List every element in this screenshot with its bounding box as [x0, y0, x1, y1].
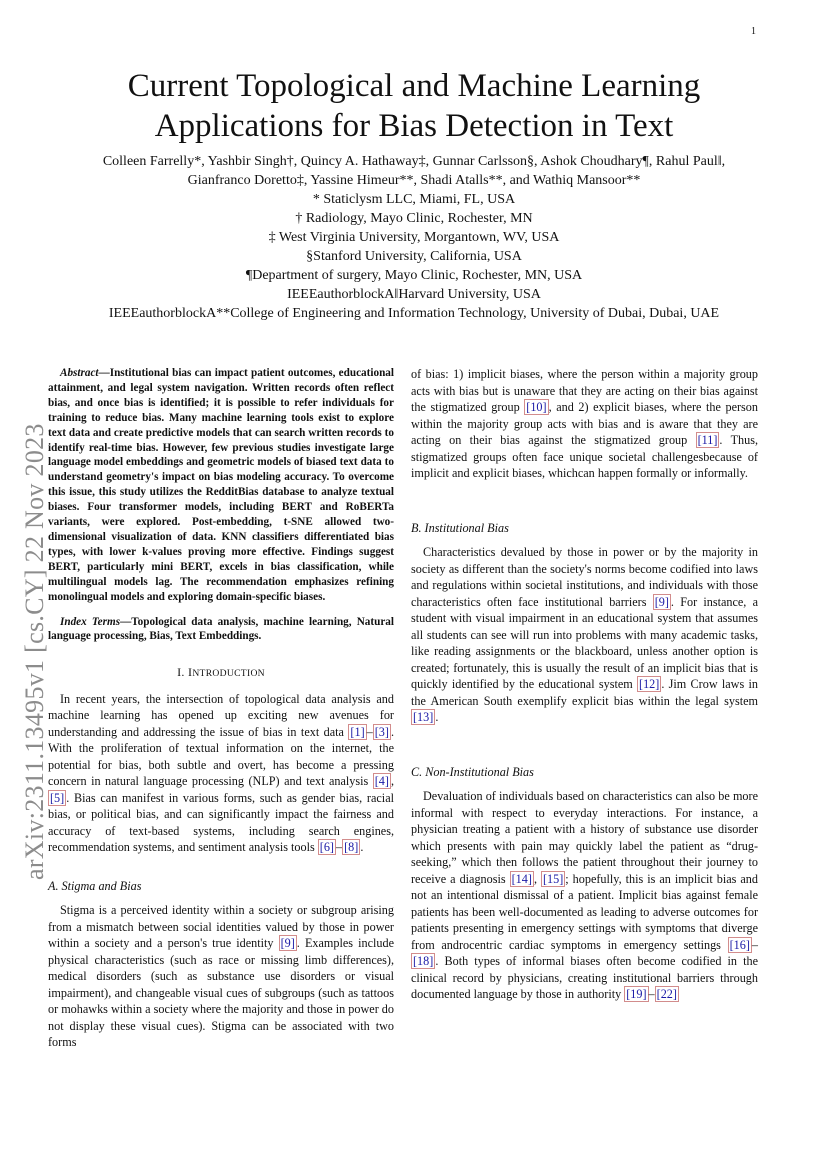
- abstract: [48, 366, 394, 605]
- abstract-text: —Institutional bias can impact patient outcomes, educational attainment, and legal system navigation. Written records often reflect bias, and once bias is identified; it is possible to refer individuals for training to reduce bias. Many machine learning tools exist to explore text data and create predictive models that can search written records to identify real-time bias. However, few previous studies investigate large language model embeddings and geometric models of biased text data to understand geometry's impact on bias modeling accuracy. To overcome this issue, this study utilizes the RedditBias database to analyze textual biases. Four transformer models, including BERT and RoBERTa variants, were explored. Post-embedding, t-SNE allowed two-dimensional visualization of data. KNN classifiers differentiated bias types, with lower k-values proving more effective. Findings suggest BERT, particularly mini BERT, excels in bias classification, while multilingual models lag. The recommendation emphasizes refining monolingual models and exploring domain-specific biases.: [48, 367, 394, 603]
- citation-link[interactable]: [11]: [697, 433, 718, 447]
- affiliation: ¶Department of surgery, Mayo Clinic, Rochester, MN, USA: [245, 268, 583, 283]
- subsection-heading-stigma: A. Stigma and Bias: [48, 878, 142, 893]
- subsection-heading-non-institutional: C. Non-Institutional Bias: [411, 764, 534, 779]
- citation-link[interactable]: [12]: [639, 677, 660, 691]
- institutional-paragraph: Characteristics devalued by those in power or by the majority in society as different than the society's norms become codified into laws and regulations within societal institutions, and individuals with those characteristics often face institutional barriers [9] . For instance, a student with visual impairment in an educational system that assumes all students can see will run into problems with many academic tasks, like reading assignments or the blackboard, unless another option is created; fortunately, this is usually the result of an implicit bias that is quickly identified by the educational system [12] . Jim Crow laws in the American South exemplify explicit bias within the legal system [13] .: [411, 545, 758, 724]
- title-line-1: Current Topological and Machine Learning: [127, 68, 701, 104]
- author-line-1: Colleen Farrelly*, Yashbir Singh†, Quincy A. Hathaway‡, Gunnar Carlsson§, Ashok Choudhary¶, Rahul Paul‖,: [102, 154, 726, 169]
- citation-link[interactable]: [9]: [654, 594, 669, 609]
- paper-title: [60, 66, 768, 146]
- abstract-label: Abstract: [60, 367, 99, 379]
- stigma-paragraph-continued: of bias: 1) implicit biases, where the person within a majority group acts with bias but is unaware that they are acting on their bias against the stigmatized group [10] , and 2) explicit biases, where the person within the majority group acts with bias and is aware that they are acting on their bias against the stigmatized group [11] . Thus, stigmatized groups often face unique societal challengesbecause of implicit and explicit biases, whichcan happen formally or informally.: [411, 367, 758, 480]
- citation-link[interactable]: [3]: [374, 724, 389, 739]
- affiliation: † Radiology, Mayo Clinic, Rochester, MN: [295, 211, 533, 226]
- citation-link[interactable]: [6]: [319, 840, 334, 855]
- citation-link[interactable]: [18]: [413, 954, 434, 968]
- citation-link[interactable]: [4]: [374, 774, 389, 789]
- index-terms-text: —Topological data analysis, machine learning, Natural language processing, Bias, Text Embeddings.: [48, 615, 394, 643]
- arxiv-stamp: arXiv:2311.13495v1 [cs.CY] 22 Nov 2023: [20, 423, 49, 880]
- citation-link[interactable]: [9]: [280, 936, 295, 951]
- page-number: 1: [751, 26, 756, 37]
- author-line-2: Gianfranco Doretto‡, Yassine Himeur**, Shadi Atalls**, and Wathiq Mansoor**: [187, 173, 641, 188]
- citation-link[interactable]: [16]: [729, 937, 750, 952]
- stigma-paragraph: Stigma is a perceived identity within a society or subgroup arising from a mismatch between social identities valued by those in power within a society and a person's true identity [9] . Examples include physical characteristics (such as race or missing limb differences), medical disorders (such as substance use disorders or visual impairment), and changeable visual cues of subgroups (such as tattoos or mohawks within a society where the majority and those in power do not display these visual cues). Stigma can be associated with two forms: [48, 903, 394, 1050]
- left-column: [48, 366, 394, 1051]
- affiliation: IEEEauthorblockA**College of Engineering and Information Technology, University of Dubai, Dubai, UAE: [108, 306, 720, 321]
- non-institutional-paragraph: Devaluation of individuals based on characteristics can also be more informal with respect to everyday interactions. For instance, a physician treating a patient with a history of substance use disorder which presents with pain may quickly label the patient as “drug-seeking,” which then follows the patient throughout their journey to receive a diagnosis [14] , [15] ; hopefully, this is an implicit bias and not an intentional dismissal of a patient. Implicit bias against female patients has been well-documented as leading to adverse outcomes for patients presenting in emergency settings with symptoms that diverge from androcentric cardiac symptoms in emergency settings [16] –[18] . Both types of informal biases often become codified in the clinical record by physicians, creating institutional barriers through documented language by those in authority [19] – [22]: [411, 789, 758, 1001]
- citation-link[interactable]: [14]: [511, 871, 532, 886]
- citation-link[interactable]: [10]: [526, 400, 547, 414]
- citation-link[interactable]: [15]: [542, 871, 564, 886]
- citation-link[interactable]: [8]: [344, 840, 359, 855]
- affiliation: * Staticlysm LLC, Miami, FL, USA: [312, 192, 516, 207]
- index-terms: [48, 615, 394, 645]
- citation-link[interactable]: [19]: [626, 987, 647, 1001]
- affiliation: §Stanford University, California, USA: [306, 249, 522, 264]
- citation-link[interactable]: [22]: [656, 987, 677, 1001]
- affiliation: ‡ West Virginia University, Morgantown, WV, USA: [268, 230, 560, 245]
- index-terms-label: Index Terms: [60, 615, 121, 628]
- title-line-2: Applications for Bias Detection in Text: [154, 108, 674, 144]
- right-column: [411, 366, 758, 1003]
- subsection-heading-institutional: B. Institutional Bias: [411, 520, 509, 535]
- citation-link[interactable]: [1]: [350, 724, 365, 739]
- section-heading-introduction: I. INTRODUCTION: [177, 665, 265, 680]
- intro-paragraph: In recent years, the intersection of topological data analysis and machine learning has opened up exciting new avenues for understanding and addressing the issue of bias in text data [1] – [3] . With the proliferation of textual information on the internet, the potential for bias, both subtle and overt, has become a pressing concern in natural language processing (NLP) and text analysis [4] , [5] . Bias can manifest in various forms, such as gender bias, racial bias, or political bias, and can significantly impact the fairness and accuracy of text-based systems, including search engines, recommendation systems, and sentiment analysis tools [6] – [8] .: [48, 691, 394, 855]
- citation-link[interactable]: [13]: [413, 710, 434, 724]
- citation-link[interactable]: [5]: [50, 790, 65, 805]
- author-block: [40, 152, 788, 323]
- affiliation: IEEEauthorblockA‖Harvard University, USA: [287, 287, 541, 302]
